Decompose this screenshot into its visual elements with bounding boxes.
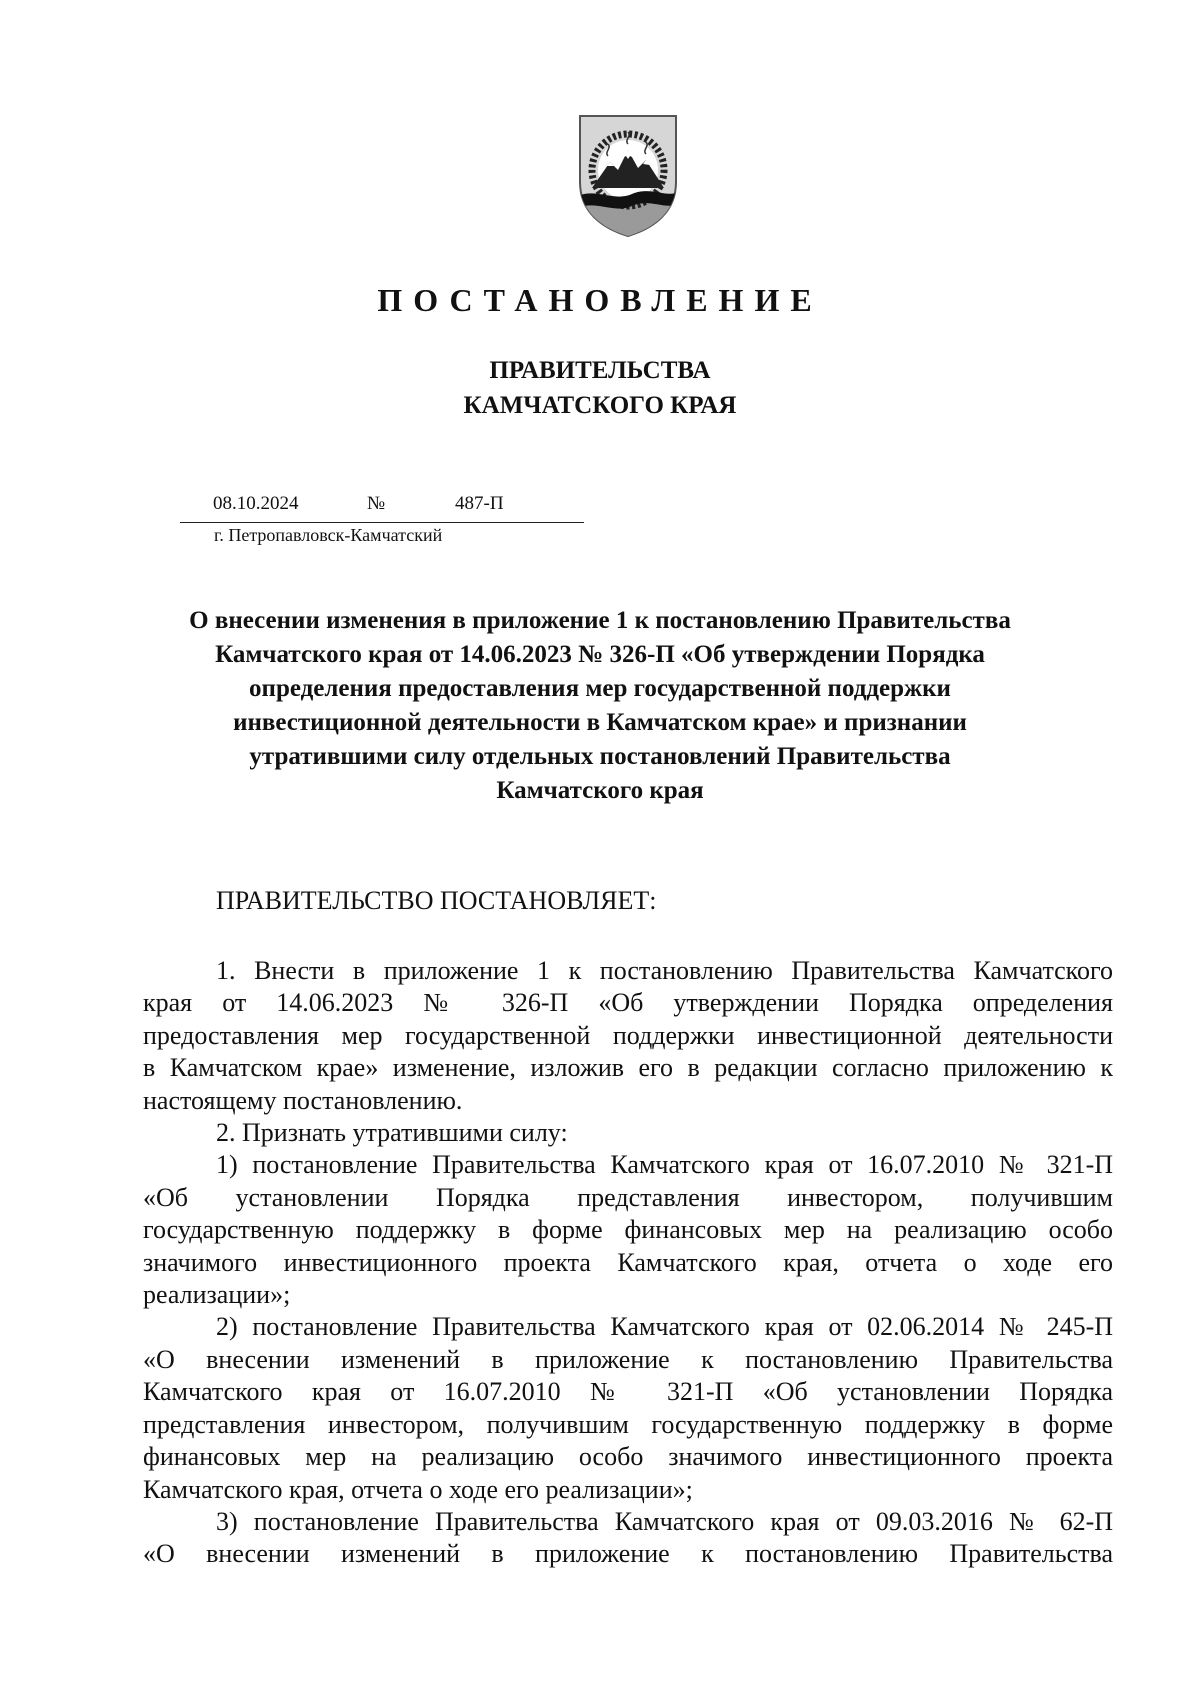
- body-line: Камчатского края, отчета о ходе его реализации»;: [143, 1474, 693, 1504]
- body-line: 1) постановление Правительства Камчатского края от 16.07.2010 № 321-П: [216, 1150, 1113, 1180]
- document-type: ПОСТАНОВЛЕНИЕ: [377, 282, 823, 318]
- title-line: определения предоставления мер государственной поддержки: [249, 675, 951, 702]
- title-line: Камчатского края от 14.06.2023 № 326-П «Об утверждении Порядка: [215, 641, 985, 668]
- number-sign: №: [367, 493, 386, 514]
- body-line: финансовых мер на реализацию особо значимого инвестиционного проекта: [143, 1442, 1113, 1472]
- document-body: [143, 955, 1113, 1571]
- body-line: 3) постановление Правительства Камчатского края от 09.03.2016 № 62-П: [216, 1506, 1113, 1536]
- document-date: 08.10.2024: [213, 493, 299, 514]
- body-line: «Об установлении Порядка представления инвестором, получившим: [143, 1182, 1113, 1212]
- body-line: государственную поддержку в форме финансовых мер на реализацию особо: [143, 1215, 1113, 1245]
- title-line: О внесении изменения в приложение 1 к постановлению Правительства: [189, 607, 1011, 634]
- body-line: края от 14.06.2023 № 326-П «Об утверждении Порядка определения: [143, 988, 1113, 1018]
- body-line: в Камчатском крае» изменение, изложив его в редакции согласно приложению к: [143, 1053, 1113, 1083]
- body-line: представления инвестором, получившим государственную поддержку в форме: [143, 1409, 1113, 1439]
- city: г. Петропавловск-Камчатский: [214, 525, 443, 545]
- document-number: 487-П: [455, 493, 504, 514]
- body-line: предоставления мер государственной поддержки инвестиционной деятельности: [143, 1020, 1113, 1050]
- decree-heading: ПРАВИТЕЛЬСТВО ПОСТАНОВЛЯЕТ:: [216, 886, 657, 915]
- body-line: «О внесении изменений в приложение к постановлению Правительства: [143, 1344, 1113, 1374]
- issuer: [0, 353, 1200, 423]
- body-line: реализации»;: [143, 1280, 291, 1310]
- title-line: инвестиционной деятельности в Камчатском крае» и признании: [233, 709, 967, 736]
- title-line: утратившими силу отдельных постановлений Правительства: [249, 743, 951, 770]
- registration-line: [180, 492, 584, 523]
- coat-of-arms-icon: [574, 112, 682, 240]
- body-line: 2. Признать утратившими силу:: [216, 1118, 568, 1148]
- document-title: [130, 604, 1070, 808]
- body-line: 2) постановление Правительства Камчатского края от 02.06.2014 № 245-П: [216, 1312, 1113, 1342]
- body-line: настоящему постановлению.: [143, 1085, 463, 1115]
- issuer-line: КАМЧАТСКОГО КРАЯ: [463, 392, 737, 419]
- title-line: Камчатского края: [496, 777, 704, 804]
- body-line: значимого инвестиционного проекта Камчатского края, отчета о ходе его: [143, 1247, 1113, 1277]
- body-line: Камчатского края от 16.07.2010 № 321-П «Об установлении Порядка: [143, 1377, 1113, 1407]
- issuer-line: ПРАВИТЕЛЬСТВА: [489, 357, 711, 384]
- body-line: «О внесении изменений в приложение к постановлению Правительства: [143, 1539, 1113, 1569]
- body-line: 1. Внести в приложение 1 к постановлению Правительства Камчатского: [216, 956, 1113, 985]
